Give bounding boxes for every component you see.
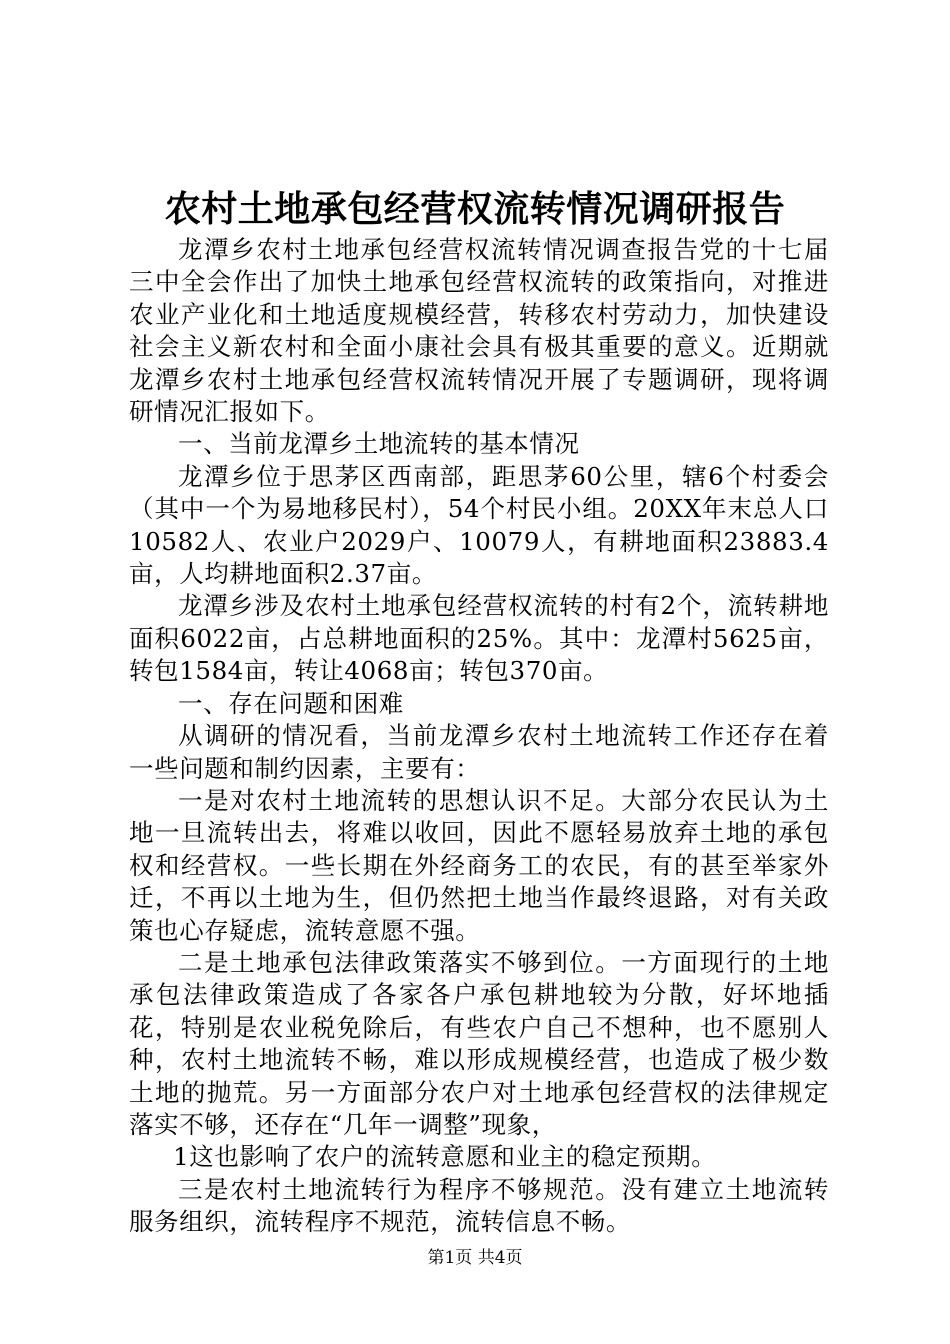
document-body [129, 234, 829, 1239]
paragraph-problem-two: 二是土地承包法律政策落实不够到位。一方面现行的土地承包法律政策造成了各家各户承包耕地较为分散，好坏地插花，特别是农业税免除后，有些农户自己不想种，也不愿别人种，农村土地流转不畅，难以形成规模经营，也造成了极少数土地的抛荒。另一方面部分农户对土地承包经营权的法律规定落实不够，还存在“几年一调整”现象， [129, 947, 829, 1139]
document-title: 农村土地承包经营权流转情况调研报告 [164, 189, 786, 230]
section-heading-basic-situation: 一、当前龙潭乡土地流转的基本情况 [178, 429, 580, 459]
paragraph-intro: 龙潭乡农村土地承包经营权流转情况调查报告党的十七届三中全会作出了加快土地承包经营权流转的政策指向，对推进农业产业化和土地适度规模经营，转移农村劳动力，加快建设社会主义新农村和全面小康社会具有极其重要的意义。近期就龙潭乡农村土地承包经营权流转情况开展了专题调研，现将调研情况汇报如下。 [129, 235, 829, 427]
section-heading-problems: 一、存在问题和困难 [178, 688, 404, 718]
paragraph-location: 龙潭乡位于思茅区西南部，距思茅60公里，辖6个村委会（其中一个为易地移民村），54个村民小组。20XX年末总人口10582人、农业户2029户、10079人，有耕地面积23883.4亩，人均耕地面积2.37亩。 [129, 461, 829, 589]
paragraph-problem-one: 一是对农村土地流转的思想认识不足。大部分农民认为土地一旦流转出去，将难以收回，因此不愿轻易放弃土地的承包权和经营权。一些长期在外经商务工的农民，有的甚至举家外迁，不再以土地为生，但仍然把土地当作最终退路，对有关政策也心存疑虑，流转意愿不强。 [129, 785, 829, 945]
paragraph-problem-two-cont: 1这也影响了农户的流转意愿和业主的稳定预期。 [173, 1142, 717, 1172]
paragraph-transfer-stats: 龙潭乡涉及农村土地承包经营权流转的村有2个，流转耕地面积6022亩，占总耕地面积的25%。其中：龙潭村5625亩，转包1584亩，转让4068亩；转包370亩。 [129, 591, 829, 686]
paragraph-problem-three: 三是农村土地流转行为程序不够规范。没有建立土地流转服务组织，流转程序不规范，流转信息不畅。 [129, 1174, 829, 1237]
page-number: 第1页 共4页 [427, 1248, 523, 1268]
paragraph-problems-intro: 从调研的情况看，当前龙潭乡农村土地流转工作还存在着一些问题和制约因素，主要有： [129, 721, 829, 783]
